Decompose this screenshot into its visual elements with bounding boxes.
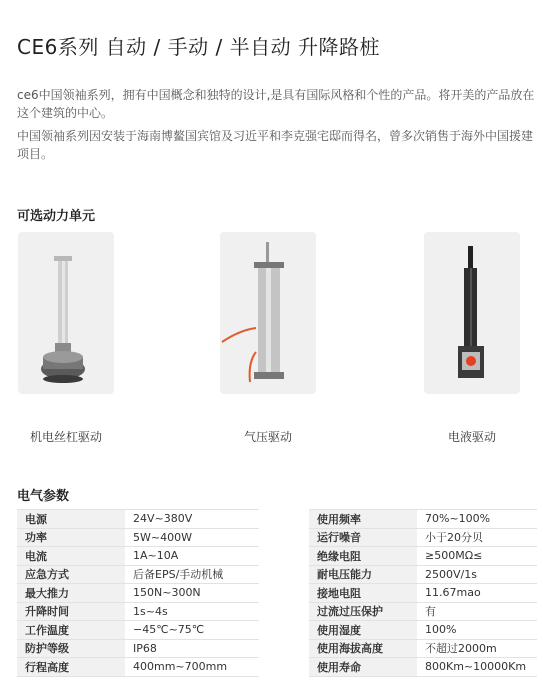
spec-key: 耐电压能力 bbox=[309, 565, 417, 584]
spec-row bbox=[17, 658, 259, 677]
spec-row bbox=[309, 621, 537, 640]
spec-value: 有 bbox=[417, 602, 537, 621]
spec-row bbox=[17, 510, 259, 529]
unit-label-screw: 机电丝杠驱动 bbox=[29, 430, 102, 444]
unit-label-pneumatic: 气压驱动 bbox=[243, 430, 292, 444]
screw-drive-unit-image bbox=[18, 232, 114, 394]
spec-value: 不超过2000m bbox=[417, 639, 537, 658]
spec-row bbox=[309, 584, 537, 603]
spec-key: 使用寿命 bbox=[309, 658, 417, 677]
spec-row bbox=[17, 565, 259, 584]
spec-key: 使用湿度 bbox=[309, 621, 417, 640]
spec-value: IP68 bbox=[125, 639, 259, 658]
spec-value: 1A~10A bbox=[125, 547, 259, 566]
spec-key: 使用频率 bbox=[309, 510, 417, 529]
spec-row bbox=[309, 565, 537, 584]
spec-value: 11.67mao bbox=[417, 584, 537, 603]
spec-row bbox=[17, 602, 259, 621]
spec-key: 工作温度 bbox=[17, 621, 125, 640]
pneumatic-cylinder-icon bbox=[220, 232, 316, 394]
spec-row bbox=[17, 621, 259, 640]
spec-value: 400mm~700mm bbox=[125, 658, 259, 677]
page-title: CE6系列 自动 / 手动 / 半自动 升降路桩 bbox=[17, 35, 380, 59]
spec-row bbox=[17, 528, 259, 547]
spec-key: 运行噪音 bbox=[309, 528, 417, 547]
spec-key: 过流过压保护 bbox=[309, 602, 417, 621]
spec-value: ≥500MΩ≤ bbox=[417, 547, 537, 566]
spec-key: 行程高度 bbox=[17, 658, 125, 677]
spec-row bbox=[17, 639, 259, 658]
spec-row bbox=[309, 639, 537, 658]
spec-key: 防护等级 bbox=[17, 639, 125, 658]
spec-key: 电源 bbox=[17, 510, 125, 529]
spec-row bbox=[309, 528, 537, 547]
hydraulic-unit-image bbox=[424, 232, 520, 394]
specs-heading: 电气参数 bbox=[17, 489, 70, 504]
spec-row bbox=[309, 547, 537, 566]
spec-value: 150N~300N bbox=[125, 584, 259, 603]
spec-key: 升降时间 bbox=[17, 602, 125, 621]
spec-value: 100% bbox=[417, 621, 537, 640]
spec-row bbox=[309, 658, 537, 677]
spec-value: 800Km~10000Km bbox=[417, 658, 537, 677]
spec-key: 电流 bbox=[17, 547, 125, 566]
spec-row bbox=[17, 584, 259, 603]
spec-value: 1s~4s bbox=[125, 602, 259, 621]
units-heading: 可选动力单元 bbox=[17, 209, 96, 224]
spec-key: 绝缘电阻 bbox=[309, 547, 417, 566]
spec-value: −45℃~75℃ bbox=[125, 621, 259, 640]
pneumatic-unit-image bbox=[220, 232, 316, 394]
spec-value: 小于20分贝 bbox=[417, 528, 537, 547]
electrical-params-table-left bbox=[17, 509, 259, 677]
electro-hydraulic-actuator-icon bbox=[424, 232, 520, 394]
spec-value: 2500V/1s bbox=[417, 565, 537, 584]
spec-value: 后备EPS/手动机械 bbox=[125, 565, 259, 584]
spec-value: 5W~400W bbox=[125, 528, 259, 547]
spec-value: 70%~100% bbox=[417, 510, 537, 529]
intro-paragraph-1: ce6中国领袖系列，拥有中国概念和独特的设计,是具有国际风格和个性的产品。将开美的产品放在这个建筑的中心。 bbox=[17, 88, 535, 120]
spec-value: 24V~380V bbox=[125, 510, 259, 529]
intro-paragraph-2: 中国领袖系列因安装于海南博鳌国宾馆及习近平和李克强宅邸而得名，曾多次销售于海外中国援建项目。 bbox=[17, 129, 534, 161]
unit-label-hydraulic: 电液驱动 bbox=[447, 430, 496, 444]
spec-row bbox=[309, 602, 537, 621]
electrical-params-table-right bbox=[309, 509, 537, 677]
screw-drive-bollard-icon bbox=[18, 232, 114, 394]
spec-row bbox=[17, 547, 259, 566]
spec-key: 最大推力 bbox=[17, 584, 125, 603]
spec-row bbox=[309, 510, 537, 529]
spec-key: 功率 bbox=[17, 528, 125, 547]
spec-key: 使用海拔高度 bbox=[309, 639, 417, 658]
spec-key: 应急方式 bbox=[17, 565, 125, 584]
spec-key: 接地电阻 bbox=[309, 584, 417, 603]
